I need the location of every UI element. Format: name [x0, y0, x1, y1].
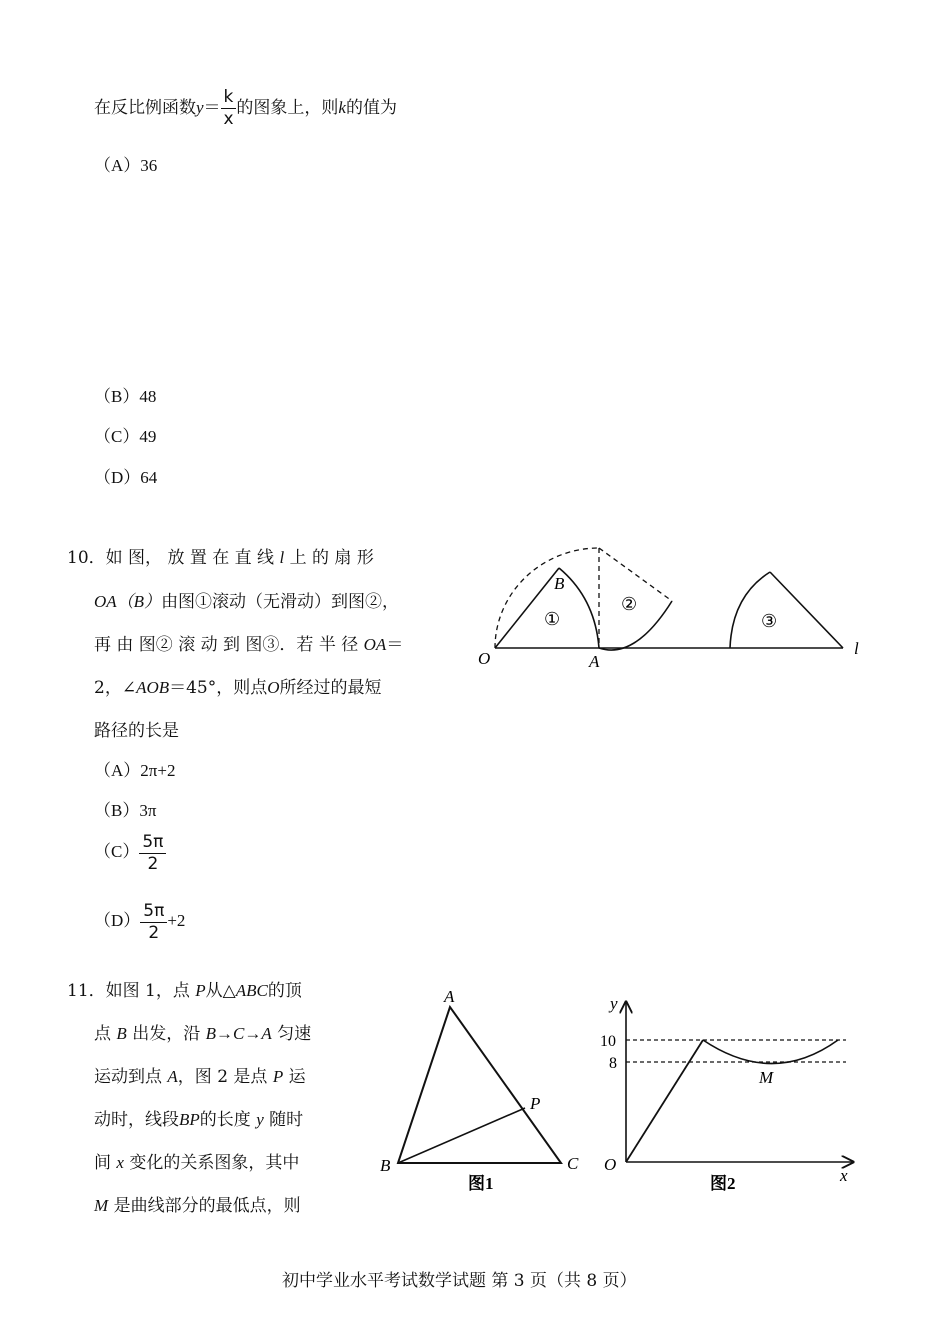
q10-option-d-fraction: [140, 902, 167, 943]
q11-line2-mid: 出发，沿: [132, 1024, 201, 1044]
fig1-label-c: C: [567, 1154, 579, 1173]
q10-option-d-label: （D）: [94, 911, 141, 930]
q11-line2-start: 点: [94, 1024, 111, 1044]
q11-line4-mid: 的长度: [199, 1110, 251, 1130]
label-a: A: [589, 652, 600, 671]
sector3-edge: [770, 572, 843, 648]
q11-line4-end: 随时: [269, 1110, 304, 1130]
q10-line4-mid: ＝45°，则点: [169, 678, 268, 698]
label-b: B: [554, 574, 565, 593]
sector1-arc: [559, 568, 599, 648]
q9-option-c: （C）49: [94, 427, 157, 446]
q9-equals: ＝: [203, 98, 221, 118]
q9-text-prefix: 在反比例函数: [94, 98, 196, 118]
label-o: O: [478, 649, 491, 668]
q11-line4: [94, 1105, 303, 1130]
q10-line-l: l: [279, 548, 285, 567]
graph-linear: [626, 1040, 703, 1162]
q11-line2: [94, 1019, 311, 1044]
q10-line3-eq: ＝: [386, 635, 404, 655]
q9-text-mid: 的图象上，则: [236, 98, 339, 118]
q11-line5-end: 变化的关系图象，其中: [129, 1153, 300, 1173]
fig1-label-p: P: [530, 1094, 541, 1113]
q11-line5-start: 间: [94, 1153, 111, 1173]
q9-var-y: y: [196, 98, 204, 117]
q11-p-2: P: [272, 1067, 284, 1086]
q10-option-c-label: （C）: [94, 842, 140, 861]
fig1-label-a: A: [444, 987, 455, 1006]
fig2-label-o: O: [604, 1155, 617, 1174]
q10-line5: 路径的长是: [94, 721, 179, 741]
triangle-abc: [398, 1007, 561, 1163]
q10-option-d-tail: +2: [167, 911, 186, 930]
q11-m: M: [94, 1196, 109, 1215]
q10-line2-rest: 由图①滚动（无滑动）到图②，: [161, 592, 400, 612]
q11-line6-end: 是曲线部分的最低点，则: [113, 1196, 301, 1216]
q9-var-k: k: [338, 98, 346, 117]
q10-oa: OA: [94, 592, 117, 611]
q10-option-c: [94, 827, 166, 877]
fig2-caption: 图2: [710, 1174, 736, 1193]
dashed-arc: [495, 548, 599, 648]
q11-line1-end: 的顶: [267, 981, 302, 1001]
q11-line5: [94, 1148, 299, 1173]
q11-x: x: [116, 1153, 124, 1172]
circle-1: ①: [544, 609, 561, 629]
sector1-ob: [495, 568, 559, 648]
q10-line4-end: 所经过的最短: [279, 678, 382, 698]
page-footer: 初中学业水平考试数学试题 第 3 页（共 8 页）: [282, 1271, 637, 1291]
q10-option-c-num: 5π: [139, 833, 166, 854]
q11-line1-mid: 从△: [205, 981, 236, 1001]
q9-frac-den: x: [223, 109, 234, 129]
fig2-tick-10: 10: [600, 1033, 616, 1050]
fig2-label-m: M: [759, 1068, 774, 1087]
q10-option-d-den: 2: [148, 922, 160, 943]
q10-line1: [67, 543, 374, 568]
q10-option-d: [94, 896, 185, 946]
q9-text-end: 的值为: [345, 98, 397, 118]
q11-line3-end: 运: [288, 1067, 306, 1087]
q10-option-a: （A）2π+2: [94, 761, 176, 780]
q9-option-b: （B）48: [94, 387, 157, 406]
q11-bp: BP: [179, 1110, 200, 1129]
q9-frac-num: k: [221, 88, 237, 109]
q11-path: B→C→A: [205, 1024, 272, 1043]
q10-aob: AOB: [136, 678, 170, 697]
q9-option-d: （D）64: [94, 468, 158, 487]
q10-line1-end: 上 的 扇 形: [289, 548, 374, 568]
q10-line4-start: 2，∠: [94, 678, 137, 698]
q10-line3-text: 再 由 图② 滚 动 到 图③．若 半 径: [94, 635, 359, 655]
q11-line1-text: 11．如图 1，点: [67, 981, 190, 1001]
q11-line1: [67, 976, 302, 1001]
q11-line3-start: 运动到点: [94, 1067, 162, 1087]
q10-o: O: [267, 678, 280, 697]
fig1-caption: 图1: [468, 1174, 494, 1193]
q11-abc: ABC: [235, 981, 268, 1000]
fig2-tick-8: 8: [609, 1055, 617, 1072]
q10-line3: [94, 630, 403, 655]
q10-oa-2: OA: [363, 635, 387, 654]
label-l: l: [854, 639, 859, 658]
q10-line4: [94, 673, 382, 698]
q11-line2-end: 匀速: [277, 1024, 312, 1044]
segment-bp: [398, 1108, 525, 1163]
q10-line2: [94, 587, 399, 612]
q11-b: B: [116, 1024, 127, 1043]
circle-3: ③: [761, 611, 778, 631]
circle-2: ②: [621, 594, 638, 614]
graph-curve: [703, 1040, 838, 1064]
fig2-label-y: y: [610, 994, 618, 1013]
q11-figure2: [598, 992, 863, 1197]
q9-fraction: [221, 88, 237, 129]
q10-line1-text: 10．如 图， 放 置 在 直 线: [67, 548, 275, 568]
q11-y: y: [256, 1110, 264, 1129]
q10-option-c-fraction: [139, 833, 166, 874]
q11-a: A: [167, 1067, 178, 1086]
q10-b: （B）: [116, 592, 162, 611]
q11-p: P: [195, 981, 206, 1000]
q11-line6: [94, 1191, 301, 1216]
q10-option-d-num: 5π: [140, 902, 167, 923]
q10-option-c-den: 2: [147, 853, 159, 874]
q9-option-a: （A）36: [94, 156, 158, 175]
q11-line3: [94, 1062, 306, 1087]
sector3-arc: [730, 572, 770, 648]
q9-stem: [94, 88, 397, 128]
q11-line3-mid: ，图 2 是点: [177, 1067, 268, 1087]
q10-figure: [470, 538, 870, 673]
fig1-label-b: B: [380, 1156, 391, 1175]
q11-figure1: [375, 982, 590, 1197]
fig2-label-x: x: [840, 1166, 848, 1185]
q11-line4-start: 动时，线段: [94, 1110, 179, 1130]
q10-option-b: （B）3π: [94, 801, 157, 820]
